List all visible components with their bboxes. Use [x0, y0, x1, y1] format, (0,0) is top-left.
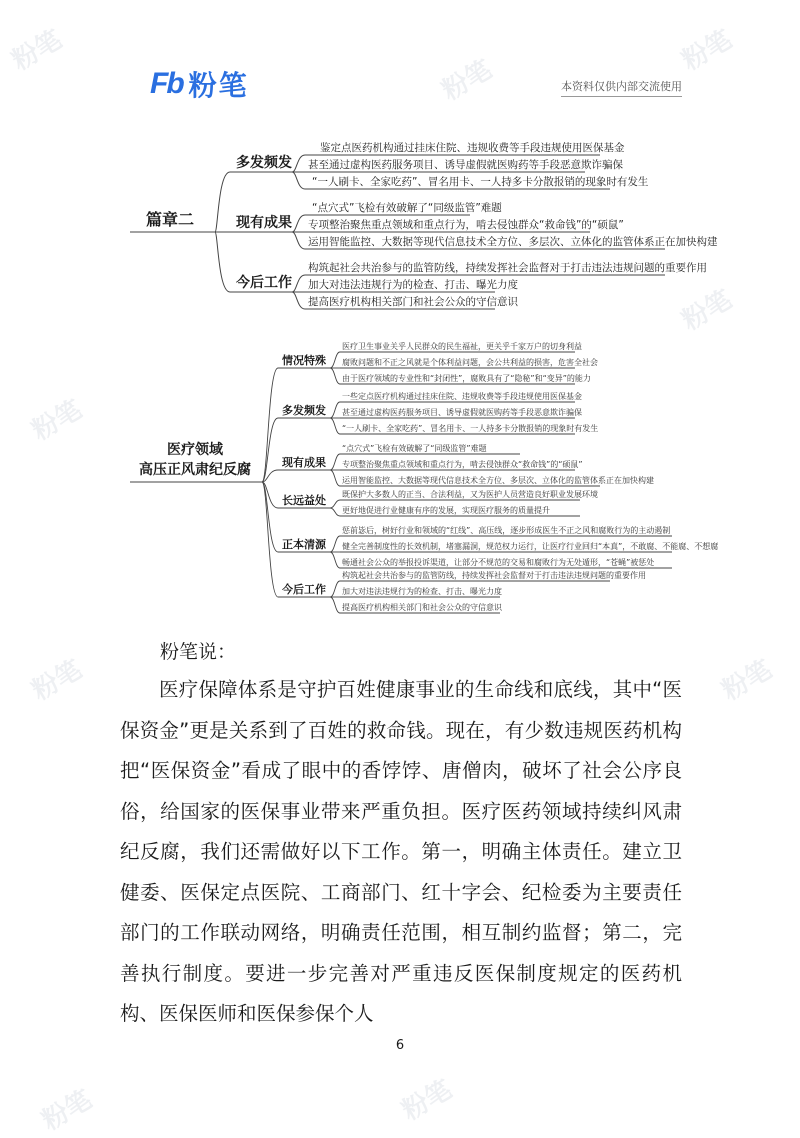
page-number: 6: [395, 1038, 405, 1053]
mindmap2-leaf: 提高医疗机构相关部门和社会公众的守信意识: [342, 603, 502, 612]
header-note: 本资料仅供内部交流使用: [561, 78, 682, 97]
mindmap1-leaf: “点穴式”飞检有效破解了“同级监管”难题: [312, 202, 502, 214]
mindmap2-leaf: 构筑起社会共治参与的监管防线，持续发挥社会监督对于打击违法违规问题的重要作用: [342, 571, 646, 580]
section-label: 粉笔说：: [160, 641, 237, 663]
mindmap2-leaf: 一些定点医疗机构通过挂床住院、违规收费等手段违规使用医保基金: [342, 392, 582, 401]
mindmap1-leaf: 专项整治聚焦重点领域和重点行为，啃去侵蚀群众“救命钱”的“硕鼠”: [308, 219, 624, 231]
mindmap2-leaf: “一人刷卡、全家吃药”、冒名用卡、一人持多卡分散报销的现象时有发生: [342, 424, 599, 433]
mindmap1-branch: 现有成果: [236, 215, 292, 231]
watermark: 粉笔: [7, 24, 68, 77]
mindmap2-leaf: 既保护大多数人的正当、合法利益，又为医护人员营造良好职业发展环境: [342, 490, 598, 499]
mindmap2-leaf: 专项整治聚焦重点领域和重点行为，啃去侵蚀群众“救命钱”的“硕鼠”: [342, 460, 583, 469]
mindmap2-branch: 多发频发: [282, 404, 326, 417]
mindmap2-root-line2: 高压正风肃纪反腐: [139, 462, 251, 478]
mindmap2-leaf: 腐败问题和不正之风就是个体利益问题，会公共利益的损害，危害全社会: [342, 358, 598, 367]
mindmap2-branch: 长远益处: [282, 494, 326, 507]
watermark: 粉笔: [437, 54, 498, 107]
mindmap1-leaf: 加大对违法违规行为的检查、打击、曝光力度: [308, 279, 518, 291]
mindmap2-leaf: 运用智能监控、大数据等现代信息技术全方位、多层次、立体化的监管体系正在加快构建: [342, 476, 654, 485]
mindmap2-leaf: 健全完善制度性的长效机制，堵塞漏洞，规范权力运行，让医疗行业回归“本真”，不敢腐、不能腐、不想腐: [342, 542, 719, 551]
mindmap2-leaf: 甚至通过虚构医药服务项目、诱导虚假就医购药等手段恶意欺诈骗保: [342, 408, 582, 417]
mindmap1-leaf: 甚至通过虚构医药服务项目、诱导虚假就医购药等手段恶意欺诈骗保: [308, 159, 623, 171]
watermark: 粉笔: [397, 1074, 458, 1127]
mindmap2-root-line1: 医疗领域: [167, 442, 223, 458]
mindmap1-branch: 今后工作: [236, 275, 292, 291]
mindmap1-root: 篇章二: [146, 210, 195, 229]
logo-text: 粉笔: [188, 69, 249, 102]
watermark: 粉笔: [717, 654, 778, 707]
watermark: 粉笔: [37, 1084, 98, 1137]
mindmap2-leaf: 畅通社会公众的举报投诉渠道，让部分不规范的交易和腐败行为无处遁形，“苍蝇”被惩处: [342, 558, 655, 567]
mindmap2-leaf: “点穴式”飞检有效破解了“同级监管”难题: [342, 444, 487, 453]
body-paragraph: 医疗保障体系是守护百姓健康事业的生命线和底线，其中“医保资金”更是关系到了百姓的救命钱。现在，有少数违规医药机构把“医保资金”看成了眼中的香饽饽、唐僧肉，破坏了社会公序良俗，给国家的医保事业带来严重负担。医疗医药领域持续纠风肃纪反腐，我们还需做好以下工作。第一，明确主体责任。建立卫健委、医保定点医院、工商部门、红十字会、纪检委为主要责任部门的工作联动网络，明确责任范围，相互制约监督；第二，完善执行制度。要进一步完善对严重违反医保制度规定的医药机构、医保医师和医保参保个人: [120, 678, 682, 1025]
mindmap1-leaf: “一人刷卡、全家吃药”、冒名用卡、一人持多卡分散报销的现象时有发生: [312, 176, 649, 188]
watermark: 粉笔: [677, 284, 738, 337]
mindmap1-leaf: 提高医疗机构相关部门和社会公众的守信意识: [308, 296, 518, 308]
logo-mark: Fb: [150, 67, 183, 100]
mindmap2-leaf: 由于医疗领域的专业性和“封闭性”，腐败具有了“隐秘”和“变异”的能力: [342, 374, 591, 383]
mindmap2-leaf: 医疗卫生事业关乎人民群众的民生福祉，更关乎千家万户的切身利益: [342, 342, 582, 351]
mindmap2-leaf: 加大对违法违规行为的检查、打击、曝光力度: [342, 587, 502, 596]
watermark: 粉笔: [677, 24, 738, 77]
mindmap1-leaf: 构筑起社会共治参与的监管防线，持续发挥社会监督对于打击违法违规问题的重要作用: [308, 262, 707, 274]
mindmap2-branch: 正本清源: [282, 538, 326, 551]
mindmap2-leaf: 惩前毖后，树好行业和领域的“红线”、高压线，逐步形成医生不正之风和腐败行为的主动遏制: [342, 526, 671, 535]
mindmap2-branch: 现有成果: [282, 456, 326, 469]
mindmap1-branch: 多发频发: [236, 155, 292, 171]
mindmap2-branch: 今后工作: [282, 583, 326, 596]
mindmap1-leaf: 运用智能监控、大数据等现代信息技术全方位、多层次、立体化的监管体系正在加快构建: [308, 236, 718, 248]
mindmap2-root: [130, 440, 260, 480]
mindmap2-branch: 情况特殊: [282, 354, 326, 367]
mindmap2-leaf: 更好地促进行业健康有序的发展，实现医疗服务的质量提升: [342, 506, 550, 515]
watermark: 粉笔: [27, 394, 88, 447]
watermark: 粉笔: [27, 654, 88, 707]
mindmap1-leaf: 鉴定点医药机构通过挂床住院、违规收费等手段违规使用医保基金: [320, 142, 625, 154]
